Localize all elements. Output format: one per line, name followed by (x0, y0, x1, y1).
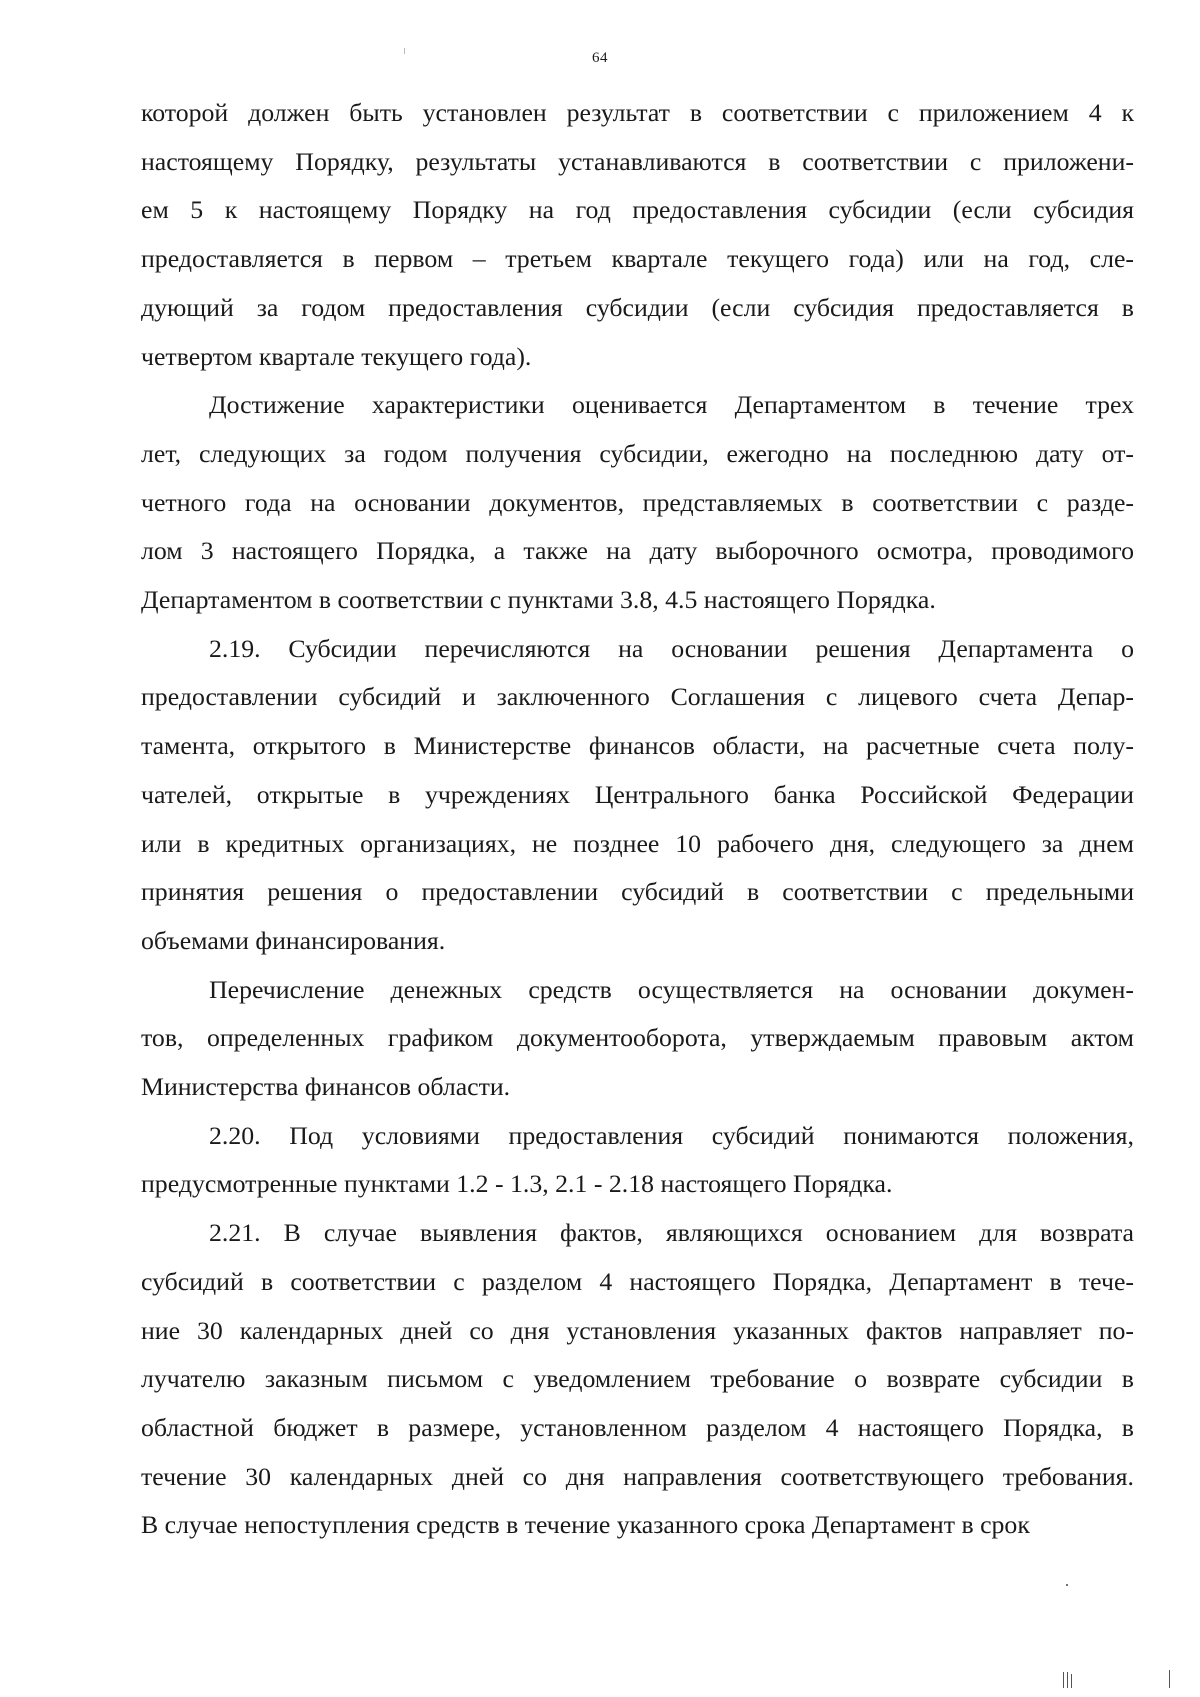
text-line: принятия решения о предоставлении субсидий в соответствии с предельными (141, 877, 1134, 907)
text-line: дующий за годом предоставления субсидии (если субсидия предоставляется в (141, 292, 1134, 322)
text-line: четного года на основании документов, представляемых в соответствии с разде- (141, 487, 1134, 517)
text-line: объемами финансирования. (141, 925, 446, 955)
text-line: Министерства финансов области. (141, 1072, 511, 1102)
text-line: Департаментом в соответствии с пунктами 3.8, 4.5 настоящего Порядка. (141, 585, 936, 615)
document-body (141, 89, 1134, 1550)
text-line: течение 30 календарных дней со дня направления соответствующего требования. (141, 1461, 1134, 1491)
text-line: лет, следующих за годом получения субсидии, ежегодно на последнюю дату от- (141, 438, 1134, 468)
scan-artifacts (1060, 1668, 1180, 1688)
paragraph (141, 381, 1134, 625)
text-line: Достижение характеристики оценивается Департаментом в течение трех (209, 390, 1134, 420)
text-line: областной бюджет в размере, установленном разделом 4 настоящего Порядка, в (141, 1412, 1134, 1442)
text-line: настоящему Порядку, результаты устанавливаются в соответствии с приложени- (141, 146, 1134, 176)
text-line: лом 3 настоящего Порядка, а также на дату выборочного осмотра, проводимого (141, 536, 1134, 566)
text-line: лучателю заказным письмом с уведомлением требование о возврате субсидии в (141, 1364, 1134, 1394)
text-line: 2.20. Под условиями предоставления субсидий понимаются положения, (209, 1120, 1134, 1150)
text-line: ем 5 к настоящему Порядку на год предоставления субсидии (если субсидия (141, 195, 1134, 225)
text-line: ние 30 календарных дней со дня установления указанных фактов направляет по- (141, 1315, 1134, 1345)
paragraph (141, 89, 1134, 381)
page-number: 64 (592, 50, 608, 66)
text-line: тов, определенных графиком документооборота, утверждаемым правовым актом (141, 1023, 1134, 1053)
text-line: которой должен быть установлен результат в соответствии с приложением 4 к (141, 98, 1134, 127)
paragraph (141, 1112, 1134, 1209)
text-line: 2.21. В случае выявления фактов, являющихся основанием для возврата (209, 1218, 1134, 1248)
paragraph (141, 1209, 1134, 1550)
text-line: субсидий в соответствии с разделом 4 настоящего Порядка, Департамент в тече- (141, 1266, 1134, 1296)
text-line: В случае непоступления средств в течение указанного срока Департамент в срок (141, 1510, 1030, 1540)
paragraph (141, 625, 1134, 966)
text-line: тамента, открытого в Министерстве финансов области, на расчетные счета полу- (141, 731, 1134, 761)
paragraph (141, 966, 1134, 1112)
text-line: чателей, открытые в учреждениях Центрального банка Российской Федерации (141, 779, 1134, 809)
text-line: или в кредитных организациях, не позднее 10 рабочего дня, следующего за днем (141, 828, 1134, 858)
text-line: предоставляется в первом – третьем квартале текущего года) или на год, сле- (141, 244, 1134, 274)
text-line: предоставлении субсидий и заключенного Соглашения с лицевого счета Депар- (141, 682, 1134, 712)
text-line: 2.19. Субсидии перечисляются на основании решения Департамента о (209, 633, 1134, 663)
text-line: Перечисление денежных средств осуществляется на основании докумен- (209, 974, 1134, 1004)
text-line: четвертом квартале текущего года). (141, 341, 532, 371)
scan-speck (1066, 1584, 1068, 1586)
text-line: предусмотренные пунктами 1.2 - 1.3, 2.1 - 2.18 настоящего Порядка. (141, 1169, 893, 1199)
